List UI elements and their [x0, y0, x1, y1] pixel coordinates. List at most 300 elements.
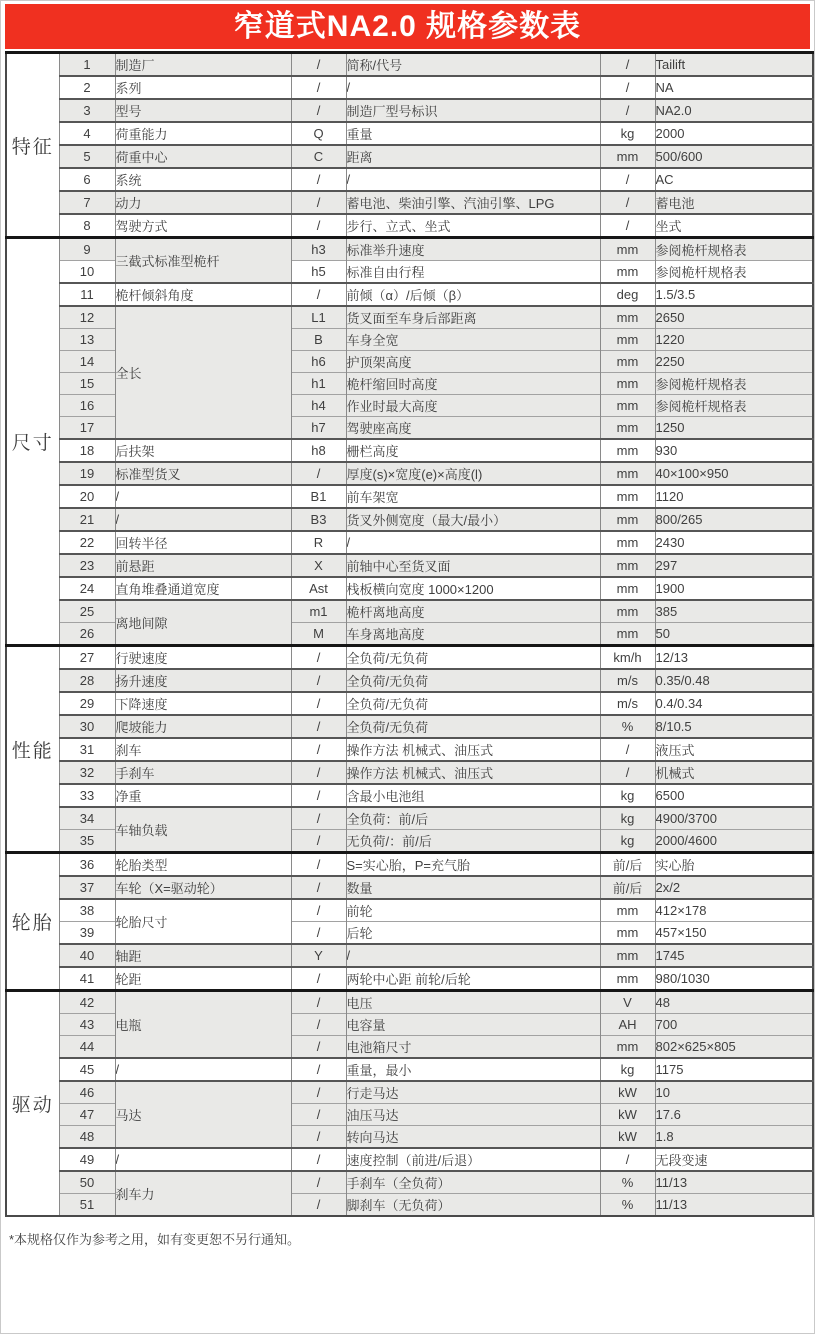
unit-cell: kg — [600, 1058, 655, 1081]
row-number-cell: 13 — [59, 329, 115, 351]
unit-cell: mm — [600, 373, 655, 395]
value-cell: 980/1030 — [655, 967, 813, 991]
unit-cell: mm — [600, 577, 655, 600]
parameter-cell: 系统 — [115, 168, 291, 191]
table-row — [6, 462, 813, 485]
unit-cell: mm — [600, 261, 655, 284]
symbol-cell: B1 — [291, 485, 346, 508]
value-cell: 48 — [655, 991, 813, 1014]
unit-cell: / — [600, 761, 655, 784]
description-cell: 标准自由行程 — [346, 261, 600, 284]
description-cell: 手刹车（全负荷） — [346, 1171, 600, 1194]
parameter-cell: / — [115, 508, 291, 531]
table-row — [6, 439, 813, 462]
unit-cell: kg — [600, 122, 655, 145]
spec-table-body — [6, 53, 813, 1217]
row-number-cell: 28 — [59, 669, 115, 692]
value-cell: 参阅桅杆规格表 — [655, 261, 813, 284]
value-cell: 500/600 — [655, 145, 813, 168]
row-number-cell: 8 — [59, 214, 115, 238]
row-number-cell: 35 — [59, 830, 115, 853]
description-cell: 车身全宽 — [346, 329, 600, 351]
unit-cell: / — [600, 191, 655, 214]
description-cell: 步行、立式、坐式 — [346, 214, 600, 238]
unit-cell: mm — [600, 1036, 655, 1059]
table-row — [6, 191, 813, 214]
row-number-cell: 30 — [59, 715, 115, 738]
symbol-cell: / — [291, 1126, 346, 1149]
description-cell: 全负荷/无负荷 — [346, 715, 600, 738]
row-number-cell: 22 — [59, 531, 115, 554]
row-number-cell: 15 — [59, 373, 115, 395]
row-number-cell: 41 — [59, 967, 115, 991]
table-row — [6, 899, 813, 922]
value-cell: 2430 — [655, 531, 813, 554]
description-cell: 操作方法 机械式、油压式 — [346, 761, 600, 784]
section-label: 性能 — [6, 646, 59, 853]
row-number-cell: 47 — [59, 1104, 115, 1126]
symbol-cell: / — [291, 899, 346, 922]
row-number-cell: 12 — [59, 306, 115, 329]
description-cell: 两轮中心距 前轮/后轮 — [346, 967, 600, 991]
value-cell: 0.35/0.48 — [655, 669, 813, 692]
table-row — [6, 600, 813, 623]
parameter-cell: 动力 — [115, 191, 291, 214]
description-cell: 驾驶座高度 — [346, 417, 600, 440]
symbol-cell: X — [291, 554, 346, 577]
symbol-cell: / — [291, 53, 346, 77]
symbol-cell: / — [291, 715, 346, 738]
symbol-cell: B3 — [291, 508, 346, 531]
description-cell: 电压 — [346, 991, 600, 1014]
parameter-cell: 三截式标准型桅杆 — [115, 238, 291, 284]
value-cell: 1.8 — [655, 1126, 813, 1149]
table-row — [6, 53, 813, 77]
value-cell: NA2.0 — [655, 99, 813, 122]
value-cell: 457×150 — [655, 922, 813, 945]
row-number-cell: 45 — [59, 1058, 115, 1081]
description-cell: 货叉外侧宽度（最大/最小） — [346, 508, 600, 531]
row-number-cell: 39 — [59, 922, 115, 945]
section-label: 轮胎 — [6, 853, 59, 991]
parameter-cell: / — [115, 1148, 291, 1171]
description-cell: 蓄电池、柴油引擎、汽油引擎、LPG — [346, 191, 600, 214]
description-cell: 桅杆离地高度 — [346, 600, 600, 623]
unit-cell: mm — [600, 508, 655, 531]
description-cell: 制造厂型号标识 — [346, 99, 600, 122]
section-label: 驱动 — [6, 991, 59, 1217]
table-row — [6, 967, 813, 991]
symbol-cell: / — [291, 807, 346, 830]
description-cell: 护顶架高度 — [346, 351, 600, 373]
value-cell: 1900 — [655, 577, 813, 600]
unit-cell: kg — [600, 830, 655, 853]
parameter-cell: 爬坡能力 — [115, 715, 291, 738]
row-number-cell: 5 — [59, 145, 115, 168]
table-row — [6, 577, 813, 600]
symbol-cell: Y — [291, 944, 346, 967]
symbol-cell: / — [291, 1104, 346, 1126]
unit-cell: m/s — [600, 692, 655, 715]
unit-cell: mm — [600, 238, 655, 261]
symbol-cell: / — [291, 99, 346, 122]
symbol-cell: / — [291, 830, 346, 853]
parameter-cell: 系列 — [115, 76, 291, 99]
value-cell: 参阅桅杆规格表 — [655, 238, 813, 261]
unit-cell: / — [600, 214, 655, 238]
table-row — [6, 876, 813, 899]
table-row — [6, 1148, 813, 1171]
value-cell: 385 — [655, 600, 813, 623]
row-number-cell: 27 — [59, 646, 115, 670]
description-cell: 重量，最小 — [346, 1058, 600, 1081]
unit-cell: AH — [600, 1014, 655, 1036]
table-row — [6, 853, 813, 877]
value-cell: NA — [655, 76, 813, 99]
parameter-cell: 荷重中心 — [115, 145, 291, 168]
table-row — [6, 76, 813, 99]
value-cell: 1250 — [655, 417, 813, 440]
unit-cell: mm — [600, 351, 655, 373]
parameter-cell: 荷重能力 — [115, 122, 291, 145]
unit-cell: / — [600, 76, 655, 99]
unit-cell: mm — [600, 306, 655, 329]
unit-cell: mm — [600, 462, 655, 485]
description-cell: 无负荷/：前/后 — [346, 830, 600, 853]
value-cell: 802×625×805 — [655, 1036, 813, 1059]
row-number-cell: 46 — [59, 1081, 115, 1104]
unit-cell: 前/后 — [600, 876, 655, 899]
row-number-cell: 16 — [59, 395, 115, 417]
section-label: 尺寸 — [6, 238, 59, 646]
parameter-cell: 行驶速度 — [115, 646, 291, 670]
unit-cell: mm — [600, 944, 655, 967]
description-cell: 前车架宽 — [346, 485, 600, 508]
description-cell: 厚度(s)×宽度(e)×高度(l) — [346, 462, 600, 485]
description-cell: 标准举升速度 — [346, 238, 600, 261]
parameter-cell: 手刹车 — [115, 761, 291, 784]
value-cell: 1745 — [655, 944, 813, 967]
symbol-cell: / — [291, 76, 346, 99]
description-cell: 电池箱尺寸 — [346, 1036, 600, 1059]
symbol-cell: / — [291, 1014, 346, 1036]
parameter-cell: 车轴负载 — [115, 807, 291, 853]
row-number-cell: 49 — [59, 1148, 115, 1171]
parameter-cell: 轮胎类型 — [115, 853, 291, 877]
table-row — [6, 692, 813, 715]
unit-cell: kW — [600, 1081, 655, 1104]
symbol-cell: / — [291, 967, 346, 991]
row-number-cell: 40 — [59, 944, 115, 967]
row-number-cell: 17 — [59, 417, 115, 440]
symbol-cell: h5 — [291, 261, 346, 284]
unit-cell: / — [600, 1148, 655, 1171]
parameter-cell: 扬升速度 — [115, 669, 291, 692]
symbol-cell: / — [291, 922, 346, 945]
row-number-cell: 7 — [59, 191, 115, 214]
table-row — [6, 145, 813, 168]
description-cell: 速度控制（前进/后退） — [346, 1148, 600, 1171]
symbol-cell: C — [291, 145, 346, 168]
symbol-cell: / — [291, 1171, 346, 1194]
spec-table — [5, 51, 814, 1217]
row-number-cell: 9 — [59, 238, 115, 261]
symbol-cell: / — [291, 1081, 346, 1104]
parameter-cell: 标准型货叉 — [115, 462, 291, 485]
value-cell: 参阅桅杆规格表 — [655, 373, 813, 395]
parameter-cell: 电瓶 — [115, 991, 291, 1059]
unit-cell: mm — [600, 145, 655, 168]
row-number-cell: 43 — [59, 1014, 115, 1036]
table-row — [6, 1058, 813, 1081]
row-number-cell: 4 — [59, 122, 115, 145]
description-cell: 全负荷/无负荷 — [346, 646, 600, 670]
table-row — [6, 283, 813, 306]
row-number-cell: 44 — [59, 1036, 115, 1059]
parameter-cell: 回转半径 — [115, 531, 291, 554]
row-number-cell: 29 — [59, 692, 115, 715]
table-row — [6, 306, 813, 329]
description-cell: 货叉面至车身后部距离 — [346, 306, 600, 329]
parameter-cell: 轮距 — [115, 967, 291, 991]
row-number-cell: 23 — [59, 554, 115, 577]
unit-cell: 前/后 — [600, 853, 655, 877]
table-row — [6, 485, 813, 508]
parameter-cell: 净重 — [115, 784, 291, 807]
description-cell: 前倾（α）/后倾（β） — [346, 283, 600, 306]
symbol-cell: h4 — [291, 395, 346, 417]
description-cell: 前轴中心至货叉面 — [346, 554, 600, 577]
description-cell: / — [346, 168, 600, 191]
description-cell: 含最小电池组 — [346, 784, 600, 807]
parameter-cell: / — [115, 1058, 291, 1081]
parameter-cell: / — [115, 485, 291, 508]
description-cell: 重量 — [346, 122, 600, 145]
description-cell: 前轮 — [346, 899, 600, 922]
symbol-cell: / — [291, 761, 346, 784]
parameter-cell: 桅杆倾斜角度 — [115, 283, 291, 306]
value-cell: 坐式 — [655, 214, 813, 238]
symbol-cell: / — [291, 168, 346, 191]
parameter-cell: 马达 — [115, 1081, 291, 1148]
description-cell: 操作方法 机械式、油压式 — [346, 738, 600, 761]
table-row — [6, 122, 813, 145]
description-cell: 作业时最大高度 — [346, 395, 600, 417]
table-row — [6, 784, 813, 807]
table-row — [6, 1081, 813, 1104]
value-cell: 40×100×950 — [655, 462, 813, 485]
unit-cell: kg — [600, 784, 655, 807]
table-row — [6, 715, 813, 738]
table-row — [6, 761, 813, 784]
parameter-cell: 刹车 — [115, 738, 291, 761]
description-cell: 行走马达 — [346, 1081, 600, 1104]
row-number-cell: 21 — [59, 508, 115, 531]
unit-cell: mm — [600, 485, 655, 508]
symbol-cell: L1 — [291, 306, 346, 329]
unit-cell: mm — [600, 531, 655, 554]
unit-cell: mm — [600, 899, 655, 922]
description-cell: 数量 — [346, 876, 600, 899]
symbol-cell: / — [291, 283, 346, 306]
row-number-cell: 34 — [59, 807, 115, 830]
symbol-cell: M — [291, 623, 346, 646]
value-cell: 11/13 — [655, 1194, 813, 1217]
value-cell: 液压式 — [655, 738, 813, 761]
value-cell: 1175 — [655, 1058, 813, 1081]
value-cell: 6500 — [655, 784, 813, 807]
row-number-cell: 32 — [59, 761, 115, 784]
row-number-cell: 50 — [59, 1171, 115, 1194]
description-cell: 全负荷：前/后 — [346, 807, 600, 830]
parameter-cell: 直角堆叠通道宽度 — [115, 577, 291, 600]
value-cell: 2x/2 — [655, 876, 813, 899]
unit-cell: mm — [600, 922, 655, 945]
value-cell: 11/13 — [655, 1171, 813, 1194]
symbol-cell: / — [291, 669, 346, 692]
row-number-cell: 1 — [59, 53, 115, 77]
parameter-cell: 驾驶方式 — [115, 214, 291, 238]
page-title: 窄道式NA2.0 规格参数表 — [5, 4, 810, 49]
value-cell: AC — [655, 168, 813, 191]
description-cell: 栈板横向宽度 1000×1200 — [346, 577, 600, 600]
symbol-cell: R — [291, 531, 346, 554]
description-cell: 简称/代号 — [346, 53, 600, 77]
unit-cell: mm — [600, 395, 655, 417]
row-number-cell: 37 — [59, 876, 115, 899]
value-cell: 50 — [655, 623, 813, 646]
section-label: 特征 — [6, 53, 59, 238]
symbol-cell: / — [291, 784, 346, 807]
parameter-cell: 全长 — [115, 306, 291, 439]
unit-cell: mm — [600, 623, 655, 646]
value-cell: 2650 — [655, 306, 813, 329]
symbol-cell: / — [291, 738, 346, 761]
unit-cell: mm — [600, 417, 655, 440]
parameter-cell: 制造厂 — [115, 53, 291, 77]
row-number-cell: 36 — [59, 853, 115, 877]
value-cell: 297 — [655, 554, 813, 577]
symbol-cell: / — [291, 853, 346, 877]
description-cell: 转向马达 — [346, 1126, 600, 1149]
table-row — [6, 991, 813, 1014]
table-row — [6, 944, 813, 967]
symbol-cell: / — [291, 191, 346, 214]
symbol-cell: h7 — [291, 417, 346, 440]
row-number-cell: 19 — [59, 462, 115, 485]
parameter-cell: 前悬距 — [115, 554, 291, 577]
row-number-cell: 10 — [59, 261, 115, 284]
row-number-cell: 26 — [59, 623, 115, 646]
symbol-cell: h1 — [291, 373, 346, 395]
symbol-cell: / — [291, 1148, 346, 1171]
table-row — [6, 738, 813, 761]
unit-cell: V — [600, 991, 655, 1014]
row-number-cell: 33 — [59, 784, 115, 807]
row-number-cell: 51 — [59, 1194, 115, 1217]
table-row — [6, 807, 813, 830]
value-cell: 8/10.5 — [655, 715, 813, 738]
unit-cell: / — [600, 738, 655, 761]
unit-cell: mm — [600, 439, 655, 462]
value-cell: 800/265 — [655, 508, 813, 531]
unit-cell: % — [600, 1194, 655, 1217]
row-number-cell: 11 — [59, 283, 115, 306]
table-row — [6, 508, 813, 531]
description-cell: 脚刹车（无负荷） — [346, 1194, 600, 1217]
description-cell: 全负荷/无负荷 — [346, 669, 600, 692]
row-number-cell: 42 — [59, 991, 115, 1014]
symbol-cell: B — [291, 329, 346, 351]
unit-cell: m/s — [600, 669, 655, 692]
value-cell: 机械式 — [655, 761, 813, 784]
unit-cell: / — [600, 168, 655, 191]
parameter-cell: 离地间隙 — [115, 600, 291, 646]
row-number-cell: 24 — [59, 577, 115, 600]
value-cell: 700 — [655, 1014, 813, 1036]
symbol-cell: / — [291, 462, 346, 485]
unit-cell: km/h — [600, 646, 655, 670]
symbol-cell: m1 — [291, 600, 346, 623]
description-cell: 全负荷/无负荷 — [346, 692, 600, 715]
value-cell: 2000 — [655, 122, 813, 145]
unit-cell: deg — [600, 283, 655, 306]
description-cell: / — [346, 944, 600, 967]
parameter-cell: 刹车力 — [115, 1171, 291, 1216]
parameter-cell: 轮胎尺寸 — [115, 899, 291, 944]
table-row — [6, 531, 813, 554]
symbol-cell: / — [291, 1194, 346, 1217]
value-cell: 1220 — [655, 329, 813, 351]
symbol-cell: Ast — [291, 577, 346, 600]
unit-cell: mm — [600, 600, 655, 623]
symbol-cell: / — [291, 1036, 346, 1059]
table-row — [6, 1171, 813, 1194]
description-cell: 油压马达 — [346, 1104, 600, 1126]
parameter-cell: 车轮（X=驱动轮） — [115, 876, 291, 899]
table-row — [6, 238, 813, 261]
unit-cell: mm — [600, 329, 655, 351]
unit-cell: mm — [600, 554, 655, 577]
description-cell: 距离 — [346, 145, 600, 168]
symbol-cell: / — [291, 692, 346, 715]
value-cell: 1120 — [655, 485, 813, 508]
symbol-cell: h8 — [291, 439, 346, 462]
value-cell: 实心胎 — [655, 853, 813, 877]
table-row — [6, 646, 813, 670]
table-row — [6, 214, 813, 238]
symbol-cell: / — [291, 214, 346, 238]
description-cell: 后轮 — [346, 922, 600, 945]
value-cell: 10 — [655, 1081, 813, 1104]
unit-cell: kW — [600, 1126, 655, 1149]
parameter-cell: 轴距 — [115, 944, 291, 967]
row-number-cell: 6 — [59, 168, 115, 191]
parameter-cell: 后扶架 — [115, 439, 291, 462]
unit-cell: % — [600, 1171, 655, 1194]
description-cell: / — [346, 531, 600, 554]
symbol-cell: Q — [291, 122, 346, 145]
table-row — [6, 669, 813, 692]
parameter-cell: 下降速度 — [115, 692, 291, 715]
table-row — [6, 99, 813, 122]
symbol-cell: / — [291, 646, 346, 670]
value-cell: 无段变速 — [655, 1148, 813, 1171]
value-cell: 2250 — [655, 351, 813, 373]
value-cell: Tailift — [655, 53, 813, 77]
symbol-cell: / — [291, 876, 346, 899]
row-number-cell: 38 — [59, 899, 115, 922]
